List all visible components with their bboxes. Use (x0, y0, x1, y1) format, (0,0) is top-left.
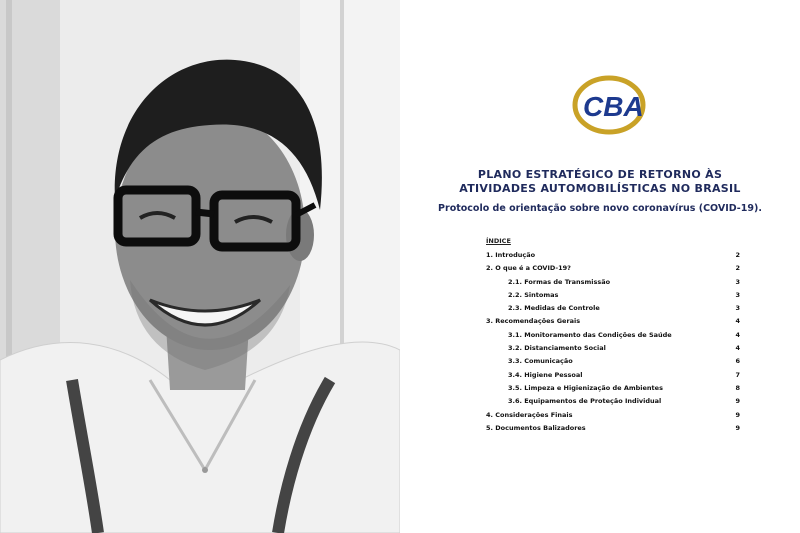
toc-entry-label: 3.5. Limpeza e Higienização de Ambientes (508, 383, 663, 392)
toc-entry-page: 9 (735, 410, 740, 419)
toc-entry-page: 2 (735, 251, 740, 259)
toc-entry-label: 1. Introdução (486, 251, 536, 259)
toc-entry-page: 4 (735, 344, 740, 353)
toc-entry (486, 353, 740, 366)
toc-entry (486, 380, 740, 393)
toc-entry-page: 9 (735, 397, 740, 406)
document-page (400, 0, 800, 533)
table-of-contents (486, 247, 740, 433)
document-title-line2: ATIVIDADES AUTOMOBILÍSTICAS NO BRASIL (459, 182, 741, 195)
toc-entry-page: 2 (735, 264, 740, 273)
toc-entry-page: 3 (735, 304, 740, 313)
toc-entry-page: 6 (735, 357, 740, 366)
toc-entry-label: 3.4. Higiene Pessoal (508, 370, 583, 379)
toc-entry (486, 407, 740, 420)
toc-entry-page: 4 (735, 330, 740, 339)
toc-entry (486, 247, 740, 260)
toc-entry-page: 9 (735, 423, 740, 432)
toc-entry-page: 3 (735, 277, 740, 286)
toc-entry-page: 8 (735, 383, 740, 392)
document-title-line1: PLANO ESTRATÉGICO DE RETORNO ÀS (477, 168, 723, 181)
toc-entry (486, 393, 740, 406)
toc-heading: ÍNDICE (486, 237, 511, 245)
cba-logo (571, 72, 651, 138)
toc-entry (486, 313, 740, 326)
toc-entry (486, 274, 740, 287)
toc-entry (486, 327, 740, 340)
toc-entry-page: 7 (735, 370, 740, 379)
toc-entry-label: 3. Recomendações Gerais (486, 317, 581, 326)
toc-entry-page: 4 (735, 317, 740, 326)
toc-entry-label: 2.3. Medidas de Controle (508, 304, 600, 313)
toc-entry (486, 340, 740, 353)
toc-entry (486, 260, 740, 273)
toc-entry (486, 367, 740, 380)
toc-entry-label: 3.3. Comunicação (508, 357, 573, 366)
toc-entry (486, 300, 740, 313)
toc-entry-page: 3 (735, 290, 740, 299)
toc-entry-label: 2.1. Formas de Transmissão (508, 277, 611, 286)
toc-entry-label: 2.2. Sintomas (508, 290, 559, 299)
toc-entry-label: 3.2. Distanciamento Social (508, 344, 606, 353)
toc-entry-label: 3.6. Equipamentos de Proteção Individual (508, 397, 662, 406)
toc-entry (486, 420, 740, 433)
toc-entry-label: 5. Documentos Balizadores (486, 423, 586, 432)
toc-entry-label: 2. O que é a COVID-19? (486, 264, 571, 273)
toc-entry (486, 287, 740, 300)
toc-entry-label: 4. Considerações Finais (486, 410, 573, 419)
cba-logo-emblem (571, 72, 651, 138)
document-subtitle: Protocolo de orientação sobre novo coronavírus (COVID-19). (438, 203, 762, 214)
toc-entry-label: 3.1. Monitoramento das Condições de Saúde (508, 330, 672, 339)
logo-letters: CBA (583, 91, 644, 122)
